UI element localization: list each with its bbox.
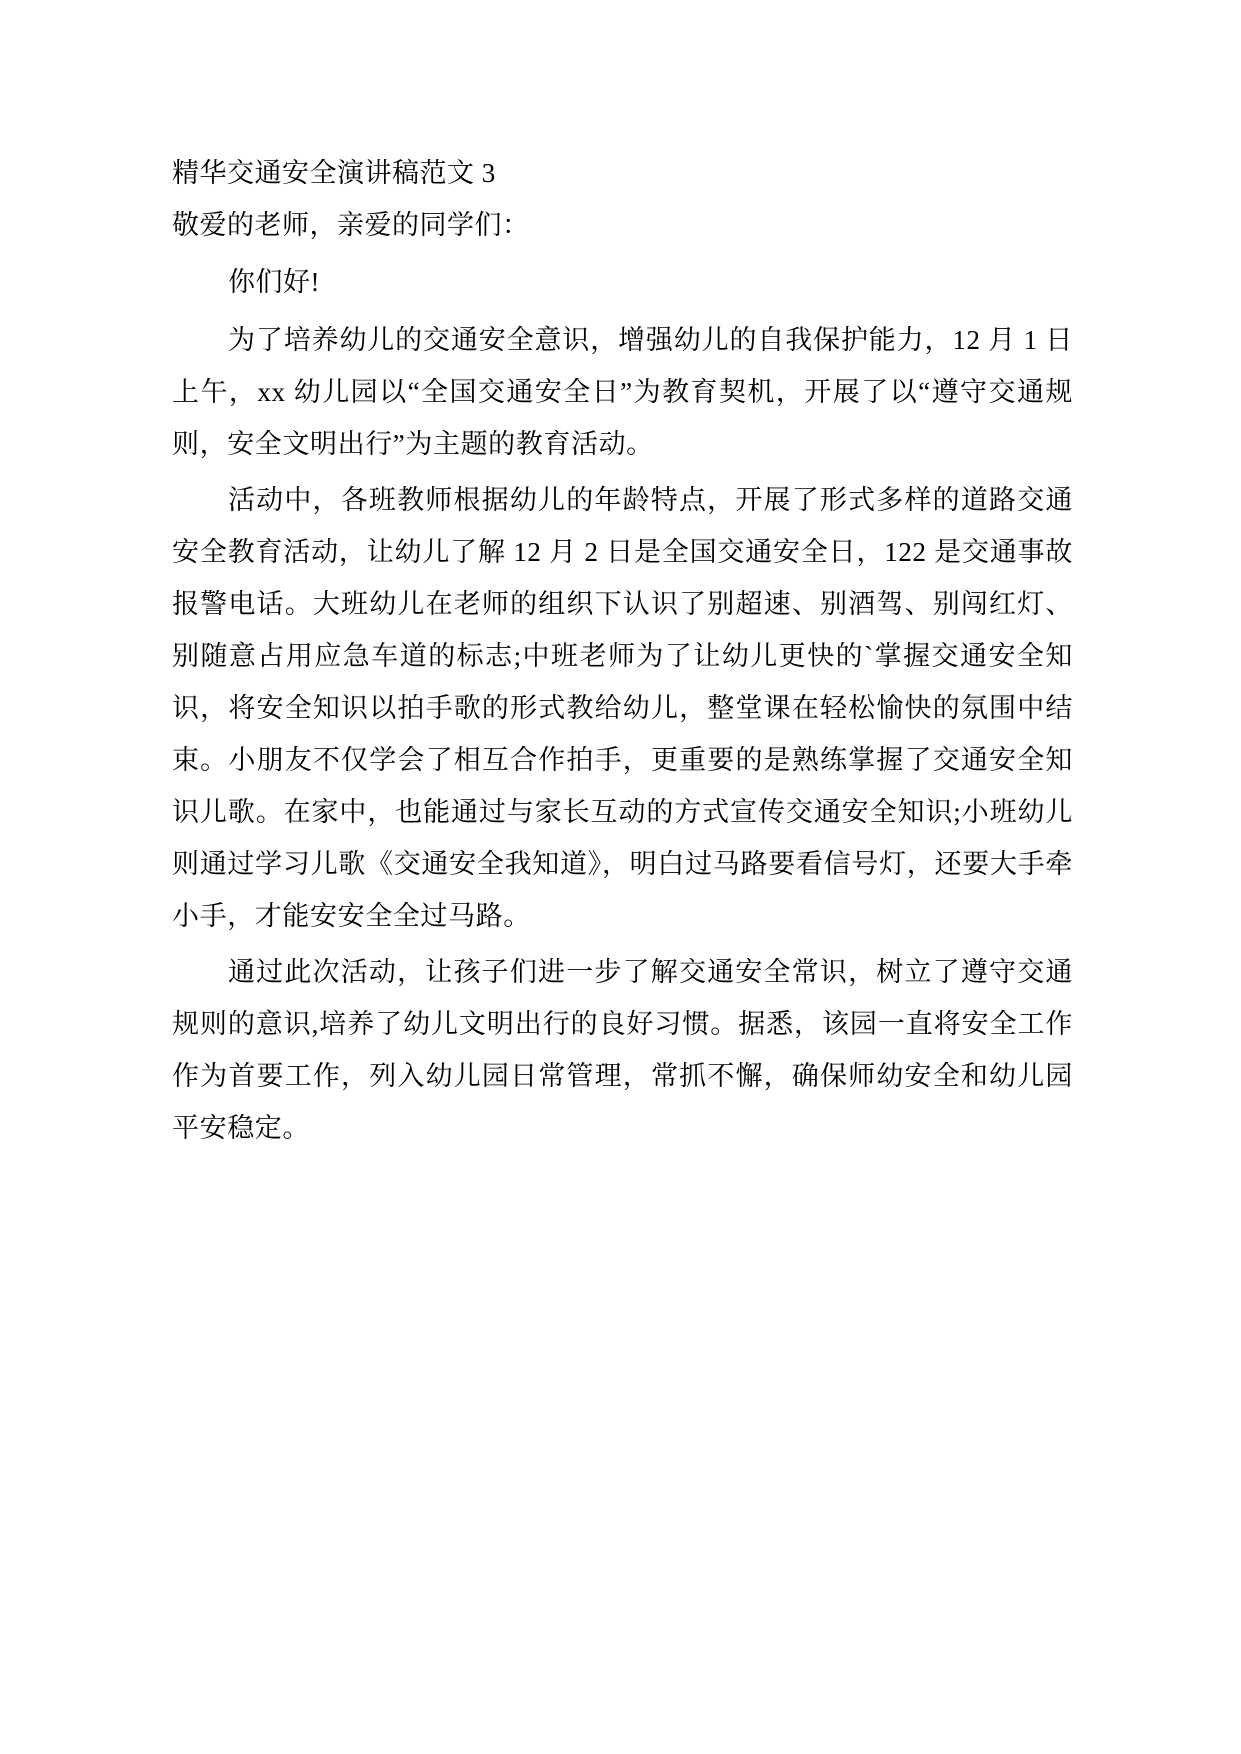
body-paragraph-1: 为了培养幼儿的交通安全意识，增强幼儿的自我保护能力，12 月 1 日上午，xx 幼儿园以“全国交通安全日”为教育契机，开展了以“遵守交通规则，安全文明出行”为主题的教育活动。 (172, 325, 1073, 459)
greeting-line: 你们好! (228, 267, 320, 297)
body-paragraph-3: 通过此次活动，让孩子们进一步了解交通安全常识，树立了遵守交通规则的意识,培养了幼儿文明出行的良好习惯。据悉，该园一直将安全工作作为首要工作，列入幼儿园日常管理，常抓不懈，确保师幼安全和幼儿园平安稳定。 (172, 957, 1073, 1143)
page-title: 精华交通安全演讲稿范文 3 (172, 158, 496, 188)
salutation-line: 敬爱的老师，亲爱的同学们： (172, 210, 530, 240)
body-paragraph-2: 活动中，各班教师根据幼儿的年龄特点，开展了形式多样的道路交通安全教育活动，让幼儿了解 12 月 2 日是全国交通安全日，122 是交通事故报警电话。大班幼儿在老师的组织下认识了别超速、别酒驾、别闯红灯、别随意占用应急车道的标志;中班老师为了让幼儿更快的`掌握交通安全知识，将安全知识以拍手歌的形式教给幼儿，整堂课在轻松愉快的氛围中结束。小朋友不仅学会了相互合作拍手，更重要的是熟练掌握了交通安全知识儿歌。在家中，也能通过与家长互动的方式宣传交通安全知识;小班幼儿则通过学习儿歌《交通安全我知道》，明白过马路要看信号灯，还要大手牵小手，才能安安全全过马路。 (172, 485, 1073, 931)
